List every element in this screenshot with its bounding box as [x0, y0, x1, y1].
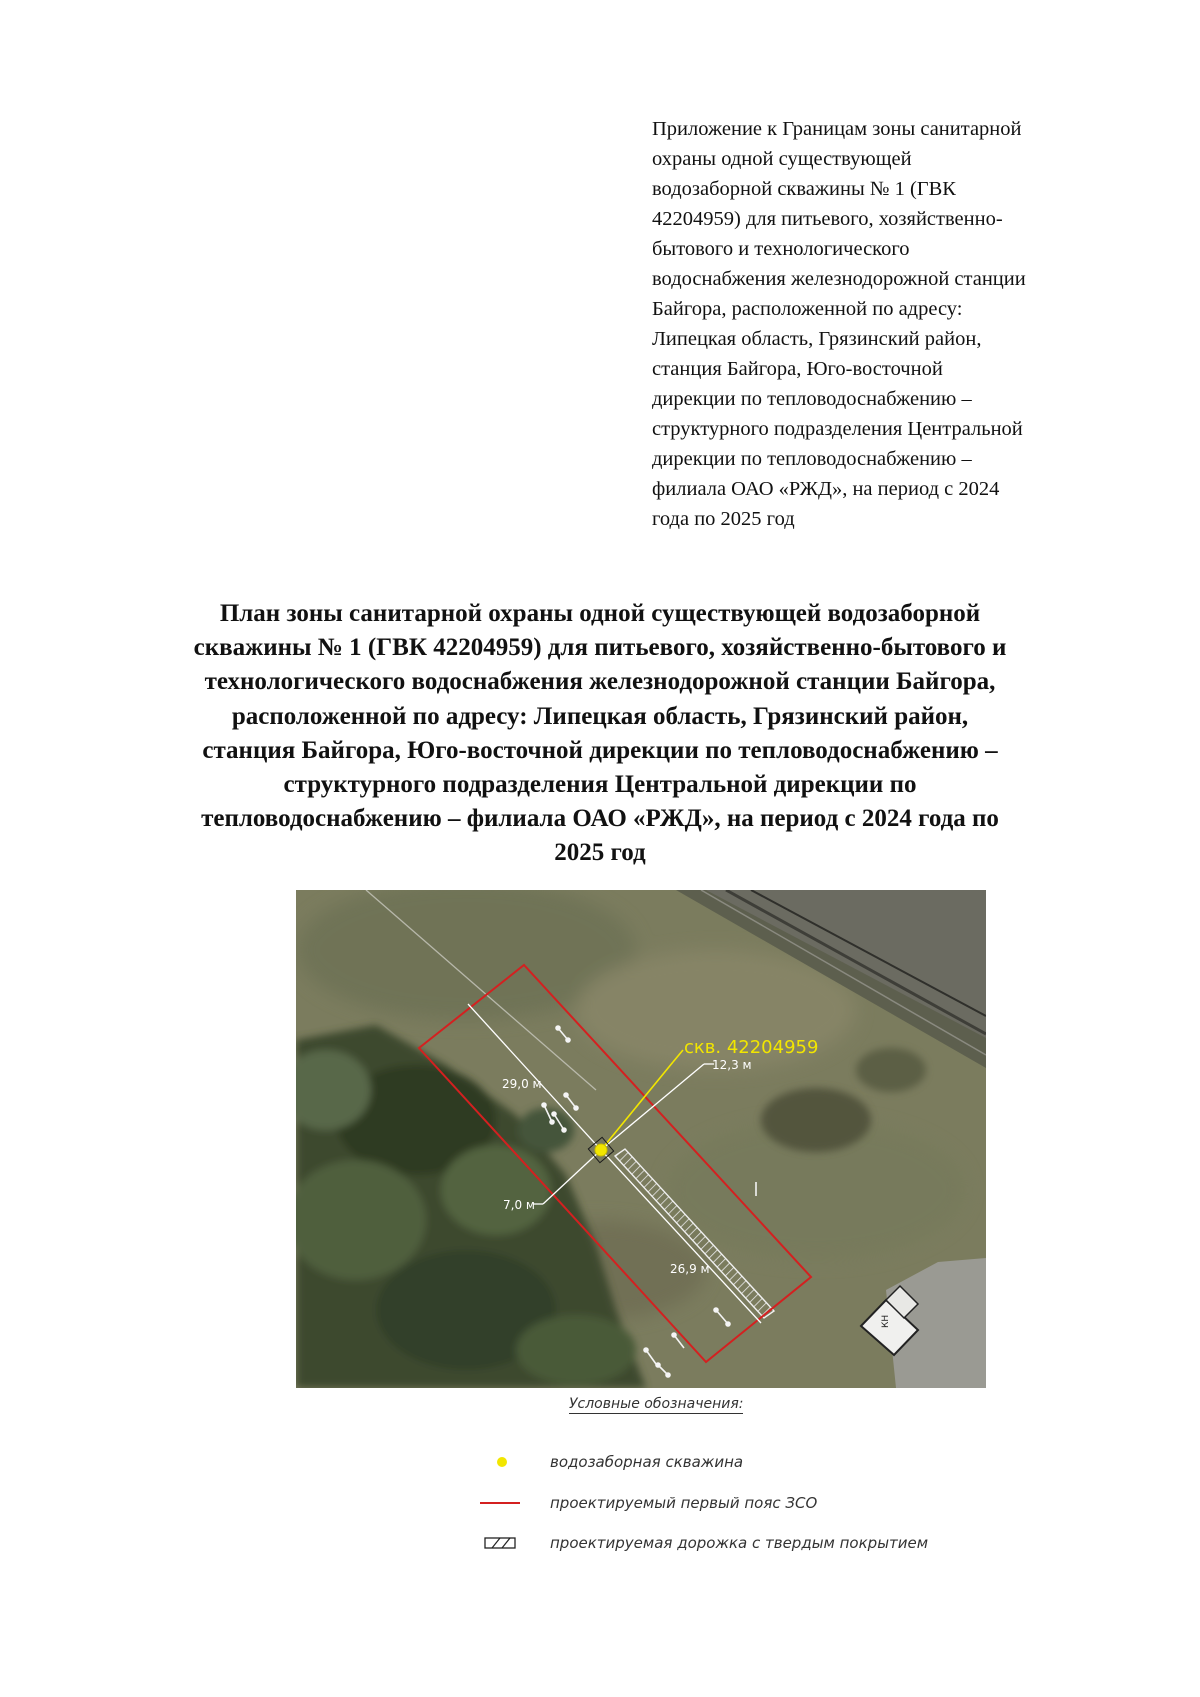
- legend-item-well: [480, 1450, 1000, 1474]
- title-line: 2025 год: [554, 839, 646, 867]
- appendix-line: бытового и технологического: [652, 238, 910, 260]
- well-label: скв. 42204959: [684, 1037, 819, 1058]
- title-line: План зоны санитарной охраны одной существующей водозаборной: [219, 600, 981, 627]
- title-line: структурного подразделения Центральной дирекции по: [283, 771, 917, 799]
- map-drawing: [296, 890, 986, 1388]
- appendix-line: дирекции по тепловодоснабжению –: [652, 388, 972, 410]
- legend-item-path: [480, 1531, 1000, 1555]
- appendix-line: водозаборной скважины № 1 (ГВК: [652, 178, 956, 200]
- legend-title: Условные обозначения:: [569, 1396, 744, 1412]
- well-marker: [595, 1144, 607, 1156]
- title-line: станция Байгора, Юго-восточной дирекции по тепловодоснабжению –: [202, 736, 998, 764]
- dimension-label-d2: 12,3 м: [712, 1058, 752, 1072]
- building-label: КН: [881, 1314, 891, 1328]
- map-legend: [470, 1392, 990, 1592]
- legend-item-label: проектируемый первый пояс ЗСО: [550, 1494, 818, 1512]
- appendix-line: станция Байгора, Юго-восточной: [652, 358, 943, 380]
- red-line-icon: [480, 1491, 520, 1515]
- appendix-line: водоснабжения железнодорожной станции: [652, 268, 1026, 290]
- legend-item-label: водозаборная скважина: [550, 1453, 744, 1471]
- appendix-line: Байгора, расположенной по адресу:: [652, 298, 963, 320]
- title-line: технологического водоснабжения железнодорожной станции Байгора,: [204, 668, 996, 696]
- satellite-map: [296, 890, 986, 1388]
- appendix-note: [652, 114, 1122, 534]
- appendix-line: дирекции по тепловодоснабжению –: [652, 448, 972, 470]
- legend-item-label: проектируемая дорожка с твердым покрытием: [550, 1534, 929, 1552]
- appendix-line: охраны одной существующей: [652, 148, 912, 170]
- document-title: [150, 597, 1050, 871]
- dimension-label-d1: 29,0 м: [502, 1077, 542, 1091]
- title-line: расположенной по адресу: Липецкая область, Грязинский район,: [231, 702, 969, 730]
- title-line: скважины № 1 (ГВК 42204959) для питьевого, хозяйственно-бытового и: [193, 634, 1007, 662]
- hatched-path-icon: [480, 1531, 520, 1555]
- title-line: тепловодоснабжению – филиала ОАО «РЖД», на период с 2024 года по: [201, 805, 999, 833]
- appendix-line: филиала ОАО «РЖД», на период с 2024: [652, 478, 1000, 500]
- appendix-line: Липецкая область, Грязинский район,: [652, 328, 982, 350]
- appendix-line: 42204959) для питьевого, хозяйственно-: [652, 208, 1003, 230]
- dimension-label-d3: 7,0 м: [503, 1198, 535, 1212]
- dimension-label-d4: 26,9 м: [670, 1262, 710, 1276]
- appendix-line: структурного подразделения Центральной: [652, 418, 1023, 440]
- legend-item-zso-boundary: [480, 1491, 1000, 1515]
- appendix-line: года по 2025 год: [652, 508, 795, 530]
- appendix-line: Приложение к Границам зоны санитарной: [652, 118, 1022, 140]
- yellow-dot-icon: [480, 1450, 520, 1474]
